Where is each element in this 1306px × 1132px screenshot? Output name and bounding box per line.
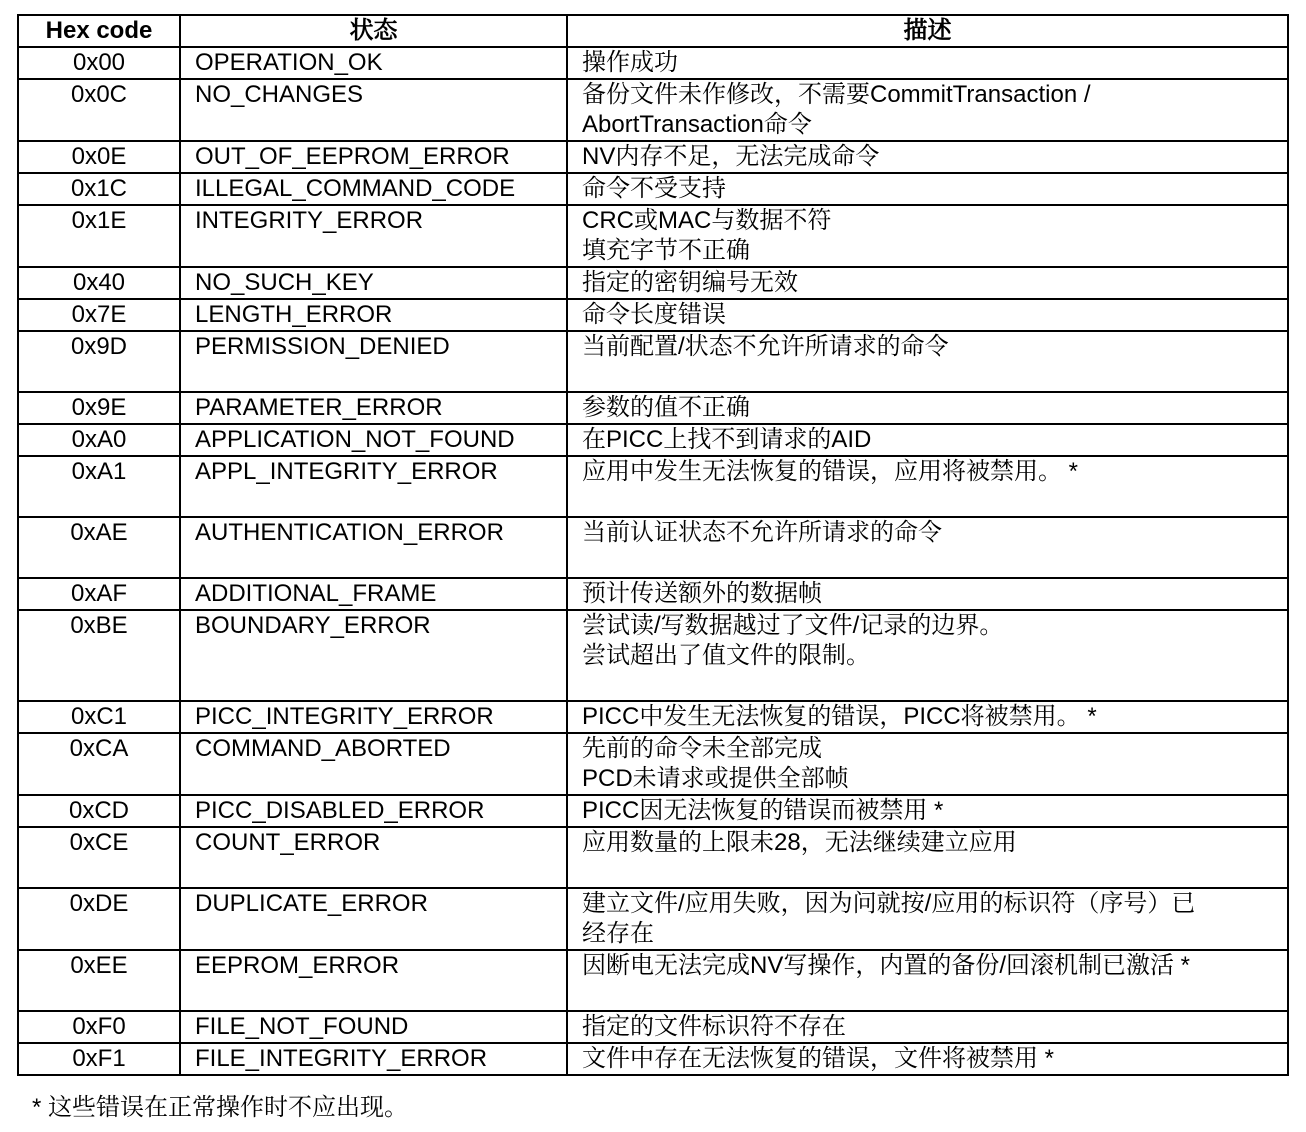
cell-status: PARAMETER_ERROR <box>180 392 567 424</box>
description-line: 指定的密钥编号无效 <box>582 269 798 296</box>
description-line: 当前配置/状态不允许所请求的命令 <box>582 333 949 360</box>
description-line: CRC或MAC与数据不符 <box>582 207 832 234</box>
table-row <box>18 827 1288 888</box>
table-row <box>18 47 1288 79</box>
header-status: 状态 <box>180 15 567 47</box>
description-line: 文件中存在无法恢复的错误，文件将被禁用 * <box>582 1045 1055 1072</box>
cell-hex-code: 0xC1 <box>18 701 180 733</box>
cell-hex-code: 0xAE <box>18 517 180 578</box>
cell-status: FILE_INTEGRITY_ERROR <box>180 1043 567 1075</box>
cell-description <box>567 950 1288 1011</box>
table-row <box>18 888 1288 950</box>
description-line: AbortTransaction命令 <box>582 111 812 138</box>
cell-status: LENGTH_ERROR <box>180 299 567 331</box>
cell-hex-code: 0xAF <box>18 578 180 610</box>
table-row <box>18 517 1288 578</box>
cell-status: PICC_DISABLED_ERROR <box>180 795 567 827</box>
cell-status: NO_CHANGES <box>180 79 567 141</box>
cell-description <box>567 299 1288 331</box>
table-row <box>18 733 1288 795</box>
table-row <box>18 331 1288 392</box>
description-line: 填充字节不正确 <box>582 237 750 264</box>
cell-description <box>567 47 1288 79</box>
table-row <box>18 392 1288 424</box>
cell-status: APPLICATION_NOT_FOUND <box>180 424 567 456</box>
table-row <box>18 701 1288 733</box>
cell-description <box>567 424 1288 456</box>
cell-description <box>567 795 1288 827</box>
cell-hex-code: 0x9E <box>18 392 180 424</box>
cell-status: DUPLICATE_ERROR <box>180 888 567 950</box>
description-line: 先前的命令未全部完成 <box>582 735 822 762</box>
cell-hex-code: 0x0C <box>18 79 180 141</box>
cell-status: ADDITIONAL_FRAME <box>180 578 567 610</box>
cell-hex-code: 0x1E <box>18 205 180 267</box>
cell-status: APPL_INTEGRITY_ERROR <box>180 456 567 517</box>
description-line: 尝试超出了值文件的限制。 <box>582 642 870 669</box>
cell-status: FILE_NOT_FOUND <box>180 1011 567 1043</box>
cell-description <box>567 331 1288 392</box>
cell-hex-code: 0x0E <box>18 141 180 173</box>
cell-hex-code: 0x9D <box>18 331 180 392</box>
cell-hex-code: 0xF0 <box>18 1011 180 1043</box>
table-row <box>18 578 1288 610</box>
table-row <box>18 424 1288 456</box>
table-row <box>18 267 1288 299</box>
description-line: 当前认证状态不允许所请求的命令 <box>582 519 942 546</box>
cell-hex-code: 0xCE <box>18 827 180 888</box>
description-line: 命令长度错误 <box>582 301 726 328</box>
description-line: 应用中发生无法恢复的错误，应用将被禁用。 * <box>582 458 1079 485</box>
cell-status: BOUNDARY_ERROR <box>180 610 567 701</box>
cell-status: INTEGRITY_ERROR <box>180 205 567 267</box>
cell-description <box>567 733 1288 795</box>
cell-description <box>567 392 1288 424</box>
table-header-row <box>18 15 1288 47</box>
cell-description <box>567 79 1288 141</box>
cell-description <box>567 701 1288 733</box>
cell-description <box>567 827 1288 888</box>
cell-hex-code: 0x40 <box>18 267 180 299</box>
cell-description <box>567 141 1288 173</box>
cell-description <box>567 267 1288 299</box>
table-row <box>18 1043 1288 1075</box>
cell-description <box>567 888 1288 950</box>
description-line: 应用数量的上限未28，无法继续建立应用 <box>582 829 1017 856</box>
cell-hex-code: 0xDE <box>18 888 180 950</box>
cell-status: PERMISSION_DENIED <box>180 331 567 392</box>
table-row <box>18 299 1288 331</box>
table-body <box>18 47 1288 1075</box>
cell-status: NO_SUCH_KEY <box>180 267 567 299</box>
cell-status: PICC_INTEGRITY_ERROR <box>180 701 567 733</box>
cell-description <box>567 1043 1288 1075</box>
description-line: 命令不受支持 <box>582 175 726 202</box>
description-line: 经存在 <box>582 920 654 947</box>
cell-hex-code: 0xA0 <box>18 424 180 456</box>
cell-description <box>567 517 1288 578</box>
cell-status: OPERATION_OK <box>180 47 567 79</box>
table-row <box>18 79 1288 141</box>
cell-hex-code: 0xCD <box>18 795 180 827</box>
table-row <box>18 610 1288 701</box>
cell-hex-code: 0xA1 <box>18 456 180 517</box>
cell-description <box>567 610 1288 701</box>
table-row <box>18 173 1288 205</box>
cell-description <box>567 205 1288 267</box>
table-row <box>18 795 1288 827</box>
description-line: 参数的值不正确 <box>582 394 750 421</box>
header-description: 描述 <box>567 15 1288 47</box>
table-row <box>18 950 1288 1011</box>
cell-status: COUNT_ERROR <box>180 827 567 888</box>
table-row <box>18 205 1288 267</box>
cell-hex-code: 0x7E <box>18 299 180 331</box>
table-row <box>18 456 1288 517</box>
cell-description <box>567 1011 1288 1043</box>
cell-status: EEPROM_ERROR <box>180 950 567 1011</box>
cell-description <box>567 578 1288 610</box>
description-line: PICC中发生无法恢复的错误，PICC将被禁用。 * <box>582 703 1097 730</box>
description-line: 因断电无法完成NV写操作，内置的备份/回滚机制已激活 * <box>582 952 1191 979</box>
cell-hex-code: 0x00 <box>18 47 180 79</box>
cell-hex-code: 0xEE <box>18 950 180 1011</box>
description-line: PCD未请求或提供全部帧 <box>582 765 849 792</box>
table-row <box>18 141 1288 173</box>
footnote: * 这些错误在正常操作时不应出现。 <box>32 1094 409 1121</box>
status-code-table <box>17 14 1289 1076</box>
cell-hex-code: 0xBE <box>18 610 180 701</box>
description-line: NV内存不足，无法完成命令 <box>582 143 880 170</box>
description-line: 建立文件/应用失败，因为问就按/应用的标识符（序号）已 <box>582 890 1196 917</box>
cell-status: ILLEGAL_COMMAND_CODE <box>180 173 567 205</box>
description-line: 在PICC上找不到请求的AID <box>582 426 872 453</box>
description-line: 操作成功 <box>582 49 678 76</box>
cell-status: AUTHENTICATION_ERROR <box>180 517 567 578</box>
header-hex-code: Hex code <box>18 15 180 47</box>
table-row <box>18 1011 1288 1043</box>
description-line: 预计传送额外的数据帧 <box>582 580 822 607</box>
description-line: 指定的文件标识符不存在 <box>582 1013 846 1040</box>
cell-description <box>567 456 1288 517</box>
cell-hex-code: 0xCA <box>18 733 180 795</box>
cell-hex-code: 0xF1 <box>18 1043 180 1075</box>
cell-status: COMMAND_ABORTED <box>180 733 567 795</box>
description-line: 备份文件未作修改，不需要CommitTransaction / <box>582 81 1091 108</box>
cell-status: OUT_OF_EEPROM_ERROR <box>180 141 567 173</box>
description-line: PICC因无法恢复的错误而被禁用 * <box>582 797 944 824</box>
cell-hex-code: 0x1C <box>18 173 180 205</box>
description-line: 尝试读/写数据越过了文件/记录的边界。 <box>582 612 1004 639</box>
cell-description <box>567 173 1288 205</box>
